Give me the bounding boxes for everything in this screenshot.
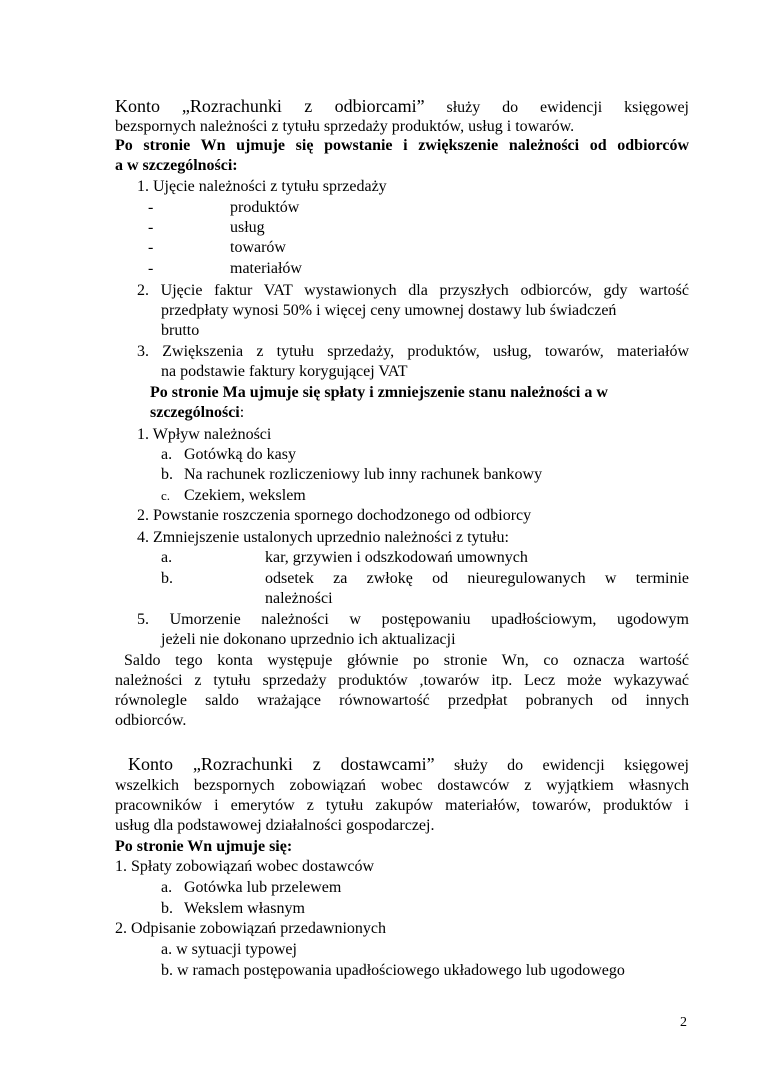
section2-intro-line4: usług dla podstawowej działalności gospodarczej. xyxy=(115,817,435,834)
section2-intro-line3: pracowników i emerytów z tytułu zakupów materiałów, towarów, produktów i xyxy=(115,797,689,814)
page-number: 2 xyxy=(680,1015,687,1030)
section2-account-name: Konto „Rozrachunki z dostawcami” xyxy=(128,754,435,774)
section1-intro-line2: bezspornych należności z tytułu sprzedaży produktów, usług i towarów. xyxy=(115,118,575,135)
ma-item4-label: 4. Zmniejszenie ustalonych uprzednio należności z tytułu: xyxy=(137,529,509,546)
wn-item3-line1: 3. Zwiększenia z tytułu sprzedaży, produktów, usług, towarów, materiałów xyxy=(137,343,689,360)
wn-item1-sub-4: materiałów xyxy=(230,260,302,277)
wn-item1-dash-3: - xyxy=(148,239,154,256)
ma-item4-sub-b-line1: odsetek za zwłokę od nieuregulowanych w terminie xyxy=(265,570,689,587)
wn-item1-sub-1: produktów xyxy=(230,199,300,216)
ma-item1-letter-b: b. xyxy=(161,466,173,483)
s2-item2-label: 2. Odpisanie zobowiązań przedawnionych xyxy=(115,920,387,937)
wn-item1-dash-1: - xyxy=(148,199,154,216)
section1-wn-heading-line2: a w szczególności: xyxy=(115,157,238,174)
section1-wn-heading-line1: Po stronie Wn ujmuje się powstanie i zwiększenie należności od odbiorców xyxy=(115,137,689,154)
saldo-line1: Saldo tego konta występuje głównie po stronie Wn, co oznacza wartość xyxy=(124,652,689,669)
ma-item1-letter-a: a. xyxy=(161,446,173,463)
section1-ma-heading-line2 xyxy=(150,403,689,423)
section2-wn-heading: Po stronie Wn ujmuje się: xyxy=(115,838,293,855)
saldo-line2: należności z tytułu sprzedaży produktów ,towarów itp. Lecz może wykazywać xyxy=(115,672,689,689)
section1-lead-konto: Konto xyxy=(115,96,160,116)
wn-item1-sub-2: usług xyxy=(230,219,265,236)
s2-item1-sub-b: Wekslem własnym xyxy=(184,900,305,917)
section1-intro-rest: służy do ewidencji księgowej xyxy=(446,99,689,116)
ma-item5-line1: 5. Umorzenie należności w postępowaniu upadłościowym, ugodowym xyxy=(137,611,689,628)
wn-item1-sub-3: towarów xyxy=(230,239,286,256)
wn-item3-line2: na podstawie faktury korygującej VAT xyxy=(161,363,408,380)
ma-item1-sub-a: Gotówką do kasy xyxy=(184,446,296,463)
ma-heading-word: szczególności xyxy=(150,404,240,421)
section2-intro-rest: służy do ewidencji księgowej xyxy=(453,757,689,774)
s2-item1-letter-b: b. xyxy=(161,900,173,917)
ma-item4-letter-a: a. xyxy=(161,549,173,566)
s2-item1-label: 1. Spłaty zobowiązań wobec dostawców xyxy=(115,858,375,875)
ma-item4-sub-b-line2: należności xyxy=(265,590,333,607)
wn-item1-label: 1. Ujęcie należności z tytułu sprzedaży xyxy=(137,178,387,195)
section2-intro-line2: wszelkich bezspornych zobowiązań wobec dostawców z wyjątkiem własnych xyxy=(115,777,689,794)
s2-item1-sub-a: Gotówka lub przelewem xyxy=(184,879,342,896)
ma-item4-sub-a: kar, grzywien i odszkodowań umownych xyxy=(265,549,528,566)
ma-item1-letter-c: c. xyxy=(161,488,171,503)
ma-item1-sub-b: Na rachunek rozliczeniowy lub inny rachunek bankowy xyxy=(184,466,543,483)
saldo-line3: równolegle saldo wrażające równowartość przedpłat pobranych od innych xyxy=(115,692,689,709)
s2-item2-sub-a: a. w sytuacji typowej xyxy=(161,941,297,958)
ma-item5-line2: jeżeli nie dokonano uprzednio ich aktualizacji xyxy=(161,631,456,648)
s2-item1-letter-a: a. xyxy=(161,879,173,896)
ma-item2-label: 2. Powstanie roszczenia spornego dochodzonego od odbiorcy xyxy=(137,507,532,524)
ma-item4-letter-b: b. xyxy=(161,570,173,587)
saldo-line4: odbiorców. xyxy=(115,712,187,729)
section1-ma-heading-line1: Po stronie Ma ujmuje się spłaty i zmniejszenie stanu należności a w xyxy=(150,384,608,401)
ma-item1-sub-c: Czekiem, wekslem xyxy=(184,487,306,504)
section1-account-name: „Rozrachunki z odbiorcami” xyxy=(181,96,425,116)
section2-intro-line1 xyxy=(128,752,689,776)
ma-heading-colon: : xyxy=(239,404,245,421)
ma-item1-label: 1. Wpływ należności xyxy=(137,426,272,443)
wn-item1-dash-2: - xyxy=(148,219,154,236)
wn-item1-dash-4: - xyxy=(148,260,154,277)
s2-item2-sub-b: b. w ramach postępowania upadłościowego układowego lub ugodowego xyxy=(161,962,625,979)
wn-item2-line2: przedpłaty wynosi 50% i więcej ceny umownej dostawy lub świadczeń xyxy=(161,302,617,319)
wn-item2-line1: 2. Ujęcie faktur VAT wystawionych dla przyszłych odbiorców, gdy wartość xyxy=(137,282,689,299)
section1-intro-line1 xyxy=(115,94,689,118)
wn-item2-line3: brutto xyxy=(161,322,200,339)
